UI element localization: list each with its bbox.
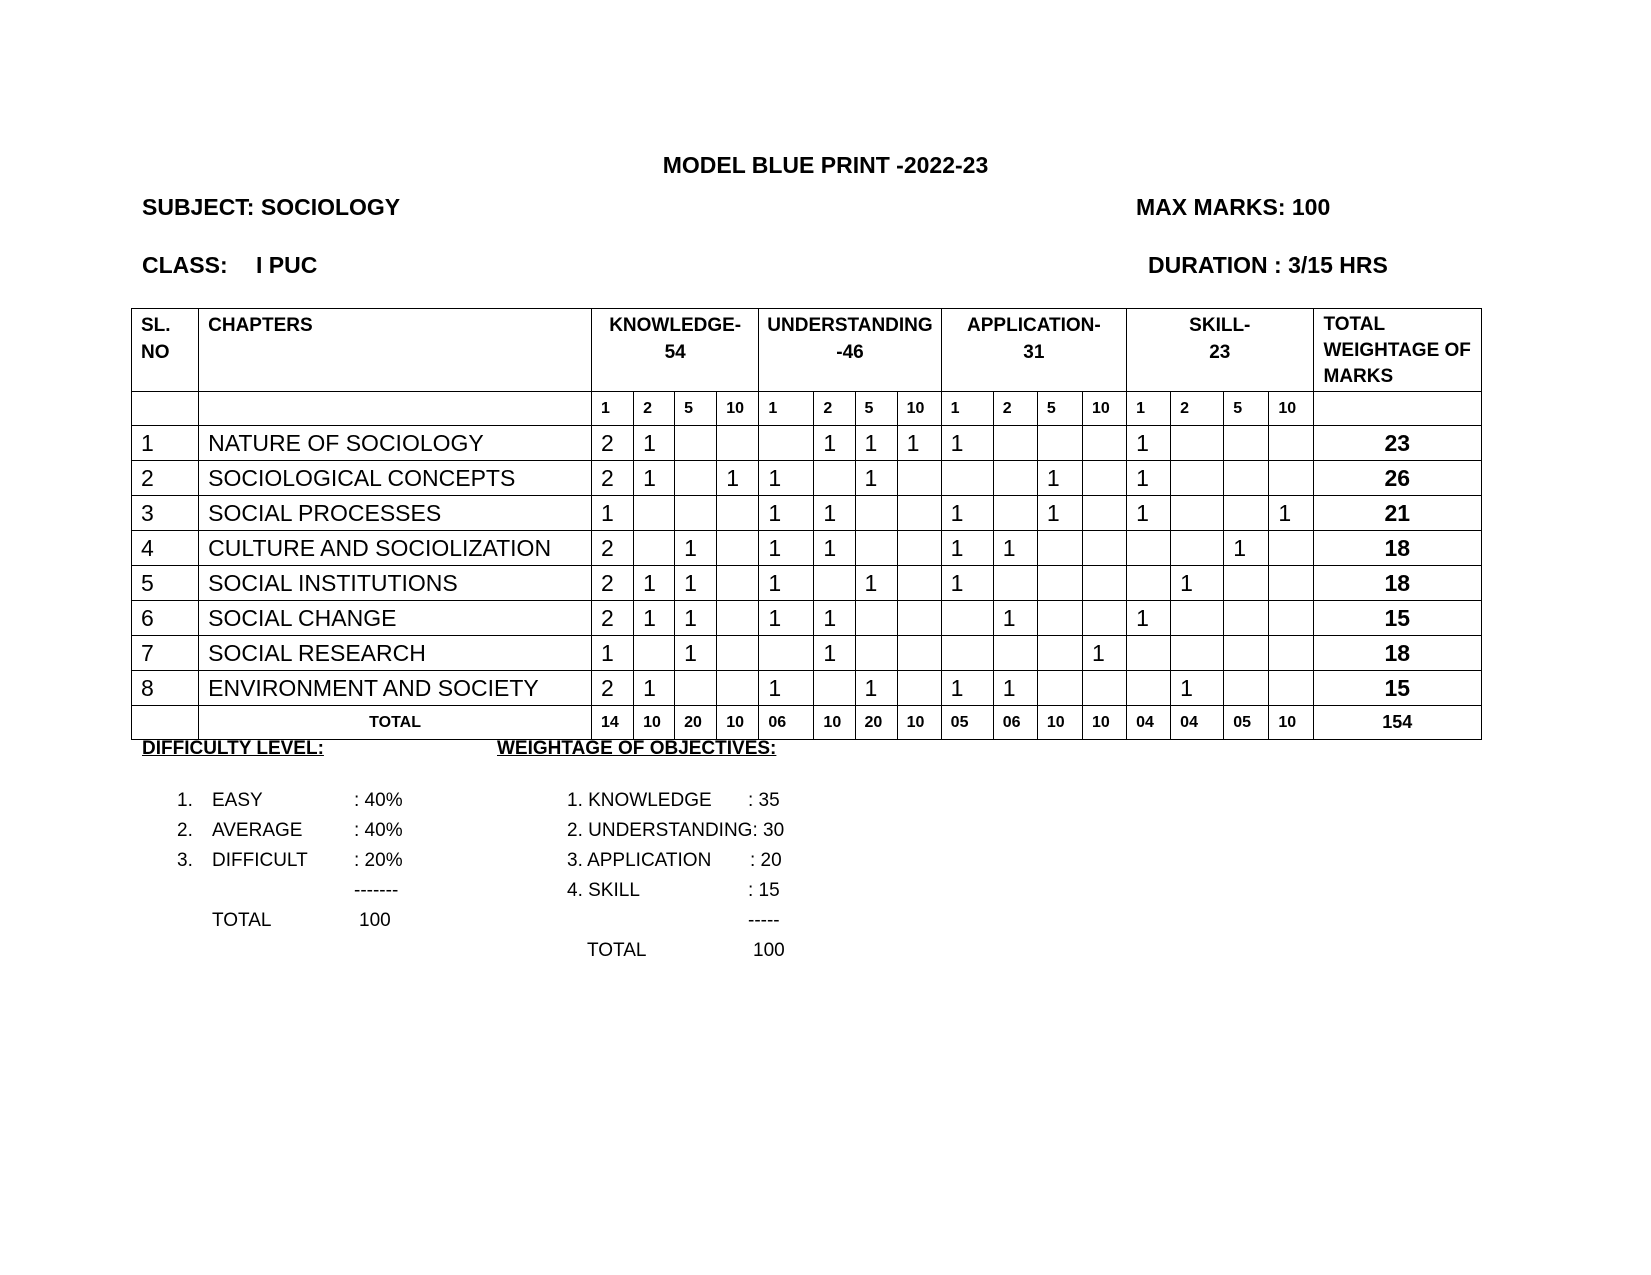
total-count-cell: 06 <box>759 706 814 740</box>
count-cell: 1 <box>941 671 993 706</box>
count-cell <box>1224 636 1269 671</box>
count-cell <box>941 461 993 496</box>
total-count-cell: 10 <box>717 706 759 740</box>
count-cell: 1 <box>814 426 855 461</box>
count-cell: 1 <box>941 496 993 531</box>
marks-header-cell: 10 <box>1269 392 1313 426</box>
skill-header: SKILL- 23 <box>1127 309 1313 392</box>
count-cell <box>1269 566 1313 601</box>
difficulty-label-3: DIFFICULT <box>212 850 308 871</box>
total-count-cell: 20 <box>855 706 897 740</box>
difficulty-num-2: 2. <box>177 820 193 841</box>
count-cell: 1 <box>634 426 675 461</box>
count-cell <box>897 531 941 566</box>
objective-value-3: : 20 <box>750 850 782 871</box>
class-value: I PUC <box>256 252 318 278</box>
marks-header-cell: 2 <box>993 392 1037 426</box>
difficulty-num-3: 3. <box>177 850 193 871</box>
difficulty-value-1: : 40% <box>354 790 403 811</box>
count-cell: 1 <box>993 531 1037 566</box>
count-cell <box>634 636 675 671</box>
objectives-total-label: TOTAL <box>587 940 647 961</box>
count-cell <box>1269 636 1313 671</box>
count-cell: 1 <box>717 461 759 496</box>
marks-header-cell: 5 <box>855 392 897 426</box>
count-cell <box>1082 566 1126 601</box>
table-row <box>132 566 1482 601</box>
count-cell: 1 <box>993 671 1037 706</box>
sl-no-cell: 8 <box>132 671 199 706</box>
count-cell <box>855 636 897 671</box>
marks-header-cell: 5 <box>1037 392 1082 426</box>
count-cell <box>1224 601 1269 636</box>
chapter-cell: ENVIRONMENT AND SOCIETY <box>199 671 592 706</box>
count-cell: 1 <box>1171 566 1224 601</box>
count-cell <box>897 601 941 636</box>
difficulty-value-3: : 20% <box>354 850 403 871</box>
row-total-cell: 18 <box>1313 566 1482 601</box>
count-cell: 1 <box>855 566 897 601</box>
count-cell <box>855 531 897 566</box>
count-cell: 1 <box>855 461 897 496</box>
difficulty-label-1: EASY <box>212 790 263 811</box>
count-cell <box>1269 601 1313 636</box>
sl-no-cell: 4 <box>132 531 199 566</box>
marks-header-cell: 10 <box>717 392 759 426</box>
count-cell: 1 <box>759 496 814 531</box>
count-cell <box>1224 566 1269 601</box>
count-cell <box>717 671 759 706</box>
count-cell <box>897 496 941 531</box>
count-cell <box>717 566 759 601</box>
count-cell: 1 <box>675 531 717 566</box>
count-cell: 1 <box>634 601 675 636</box>
count-cell <box>759 636 814 671</box>
row-total-cell: 18 <box>1313 531 1482 566</box>
count-cell: 1 <box>1224 531 1269 566</box>
difficulty-total-label: TOTAL <box>212 910 272 931</box>
chapter-cell: SOCIOLOGICAL CONCEPTS <box>199 461 592 496</box>
count-cell: 1 <box>1171 671 1224 706</box>
count-cell <box>941 601 993 636</box>
total-count-cell: 05 <box>1224 706 1269 740</box>
table-header-row <box>132 309 1482 392</box>
marks-header-cell: 1 <box>759 392 814 426</box>
total-count-cell: 10 <box>814 706 855 740</box>
objective-value-1: : 35 <box>748 790 780 811</box>
objectives-heading: WEIGHTAGE OF OBJECTIVES: <box>497 738 777 759</box>
marks-header-cell: 1 <box>592 392 634 426</box>
blank-cell <box>132 706 199 740</box>
count-cell: 2 <box>592 426 634 461</box>
chapter-cell: SOCIAL RESEARCH <box>199 636 592 671</box>
count-cell: 1 <box>759 531 814 566</box>
count-cell <box>1269 461 1313 496</box>
count-cell <box>941 636 993 671</box>
count-cell: 1 <box>675 636 717 671</box>
count-cell <box>1224 671 1269 706</box>
count-cell: 1 <box>1127 496 1171 531</box>
total-row <box>132 706 1482 740</box>
count-cell <box>1269 671 1313 706</box>
blueprint-table <box>131 308 1482 740</box>
count-cell <box>897 671 941 706</box>
count-cell: 1 <box>941 426 993 461</box>
count-cell: 1 <box>759 566 814 601</box>
max-marks-label: MAX MARKS: 100 <box>1136 194 1331 220</box>
marks-header-cell: 2 <box>1171 392 1224 426</box>
row-total-cell: 15 <box>1313 671 1482 706</box>
chapter-cell: CULTURE AND SOCIOLIZATION <box>199 531 592 566</box>
total-count-cell: 04 <box>1127 706 1171 740</box>
count-cell <box>1082 601 1126 636</box>
count-cell <box>993 566 1037 601</box>
difficulty-value-2: : 40% <box>354 820 403 841</box>
marks-header-cell: 2 <box>814 392 855 426</box>
count-cell: 1 <box>941 566 993 601</box>
objective-label-2: 2. UNDERSTANDING: 30 <box>567 820 785 841</box>
objective-label-3: 3. APPLICATION <box>567 850 712 871</box>
count-cell <box>897 461 941 496</box>
chapters-header: CHAPTERS <box>199 309 592 392</box>
sl-no-header: SL. NO <box>132 309 199 392</box>
count-cell <box>1082 671 1126 706</box>
chapter-cell: SOCIAL INSTITUTIONS <box>199 566 592 601</box>
count-cell <box>1082 461 1126 496</box>
objectives-total-value: 100 <box>753 940 785 961</box>
chapter-cell: SOCIAL CHANGE <box>199 601 592 636</box>
count-cell: 2 <box>592 531 634 566</box>
total-count-cell: 10 <box>1037 706 1082 740</box>
objectives-separator: ----- <box>748 910 780 931</box>
count-cell: 1 <box>1127 461 1171 496</box>
count-cell: 1 <box>814 496 855 531</box>
count-cell <box>675 671 717 706</box>
count-cell: 1 <box>855 671 897 706</box>
count-cell: 1 <box>855 426 897 461</box>
count-cell <box>717 531 759 566</box>
understanding-header: UNDERSTANDING -46 <box>759 309 941 392</box>
objective-label-1: 1. KNOWLEDGE <box>567 790 712 811</box>
total-count-cell: 10 <box>634 706 675 740</box>
marks-header-cell: 5 <box>1224 392 1269 426</box>
count-cell <box>1269 426 1313 461</box>
chapter-cell: NATURE OF SOCIOLOGY <box>199 426 592 461</box>
class-label: CLASS: <box>142 252 228 278</box>
total-count-cell: 05 <box>941 706 993 740</box>
count-cell <box>1224 496 1269 531</box>
count-cell <box>675 426 717 461</box>
count-cell <box>1269 531 1313 566</box>
table-row <box>132 461 1482 496</box>
difficulty-total-value: 100 <box>359 910 391 931</box>
count-cell: 1 <box>634 671 675 706</box>
difficulty-num-1: 1. <box>177 790 193 811</box>
duration-label: DURATION : 3/15 HRS <box>1148 252 1388 278</box>
sl-no-cell: 2 <box>132 461 199 496</box>
count-cell <box>1037 601 1082 636</box>
sl-no-cell: 1 <box>132 426 199 461</box>
count-cell <box>1082 426 1126 461</box>
total-count-cell: 20 <box>675 706 717 740</box>
count-cell <box>897 636 941 671</box>
count-cell <box>1224 426 1269 461</box>
chapter-cell: SOCIAL PROCESSES <box>199 496 592 531</box>
count-cell <box>1082 496 1126 531</box>
count-cell <box>1037 671 1082 706</box>
count-cell: 1 <box>634 461 675 496</box>
count-cell <box>814 566 855 601</box>
count-cell: 1 <box>814 601 855 636</box>
subject-label: SUBJECT: SOCIOLOGY <box>142 194 401 220</box>
count-cell <box>717 496 759 531</box>
count-cell <box>759 426 814 461</box>
count-cell <box>814 461 855 496</box>
count-cell <box>897 566 941 601</box>
count-cell: 1 <box>993 601 1037 636</box>
blank-cell <box>132 392 199 426</box>
objective-value-4: : 15 <box>748 880 780 901</box>
count-cell <box>675 496 717 531</box>
count-cell: 1 <box>675 601 717 636</box>
page-title: MODEL BLUE PRINT -2022-23 <box>662 152 989 178</box>
count-cell <box>1037 531 1082 566</box>
count-cell <box>855 601 897 636</box>
count-cell <box>1171 461 1224 496</box>
total-count-cell: 10 <box>1082 706 1126 740</box>
count-cell: 2 <box>592 566 634 601</box>
count-cell <box>1171 601 1224 636</box>
total-label-cell: TOTAL <box>199 706 592 740</box>
count-cell <box>717 636 759 671</box>
count-cell: 1 <box>759 671 814 706</box>
count-cell: 1 <box>814 636 855 671</box>
sl-no-cell: 7 <box>132 636 199 671</box>
count-cell <box>1127 636 1171 671</box>
total-count-cell: 14 <box>592 706 634 740</box>
count-cell <box>634 531 675 566</box>
count-cell: 2 <box>592 671 634 706</box>
sl-no-cell: 5 <box>132 566 199 601</box>
marks-header-cell: 10 <box>1082 392 1126 426</box>
total-count-cell: 10 <box>1269 706 1313 740</box>
count-cell: 1 <box>814 531 855 566</box>
count-cell <box>814 671 855 706</box>
marks-header-cell: 5 <box>675 392 717 426</box>
count-cell <box>675 461 717 496</box>
marks-header-cell: 10 <box>897 392 941 426</box>
knowledge-header: KNOWLEDGE- 54 <box>592 309 759 392</box>
count-cell: 1 <box>941 531 993 566</box>
sl-no-cell: 3 <box>132 496 199 531</box>
count-cell: 1 <box>634 566 675 601</box>
count-cell <box>1037 636 1082 671</box>
count-cell: 1 <box>675 566 717 601</box>
count-cell <box>1171 531 1224 566</box>
marks-header-cell: 1 <box>1127 392 1171 426</box>
sl-no-cell: 6 <box>132 601 199 636</box>
count-cell <box>993 496 1037 531</box>
marks-header-cell: 2 <box>634 392 675 426</box>
table-row <box>132 671 1482 706</box>
count-cell: 1 <box>897 426 941 461</box>
count-cell <box>1171 426 1224 461</box>
count-cell <box>1224 461 1269 496</box>
count-cell <box>1127 566 1171 601</box>
total-count-cell: 10 <box>897 706 941 740</box>
count-cell <box>1171 496 1224 531</box>
count-cell: 1 <box>592 496 634 531</box>
marks-header-row <box>132 392 1482 426</box>
table-row <box>132 531 1482 566</box>
count-cell <box>1127 671 1171 706</box>
count-cell <box>1037 566 1082 601</box>
count-cell: 1 <box>1037 461 1082 496</box>
count-cell: 2 <box>592 461 634 496</box>
count-cell <box>993 636 1037 671</box>
marks-header-cell: 1 <box>941 392 993 426</box>
count-cell: 1 <box>1127 426 1171 461</box>
row-total-cell: 23 <box>1313 426 1482 461</box>
count-cell: 1 <box>759 461 814 496</box>
table-row <box>132 496 1482 531</box>
count-cell <box>993 426 1037 461</box>
count-cell: 1 <box>1082 636 1126 671</box>
row-total-cell: 15 <box>1313 601 1482 636</box>
row-total-cell: 26 <box>1313 461 1482 496</box>
blank-cell <box>1313 392 1482 426</box>
table-row <box>132 601 1482 636</box>
count-cell <box>717 601 759 636</box>
table-row <box>132 636 1482 671</box>
total-count-cell: 06 <box>993 706 1037 740</box>
count-cell <box>1037 426 1082 461</box>
count-cell <box>1171 636 1224 671</box>
table-row <box>132 426 1482 461</box>
grand-total-cell: 154 <box>1313 706 1482 740</box>
difficulty-heading: DIFFICULTY LEVEL: <box>142 738 324 759</box>
blank-cell <box>199 392 592 426</box>
count-cell <box>993 461 1037 496</box>
count-cell: 1 <box>592 636 634 671</box>
row-total-cell: 21 <box>1313 496 1482 531</box>
count-cell: 1 <box>1037 496 1082 531</box>
difficulty-label-2: AVERAGE <box>212 820 303 841</box>
count-cell <box>855 496 897 531</box>
count-cell <box>1127 531 1171 566</box>
objective-label-4: 4. SKILL <box>567 880 640 901</box>
count-cell <box>1082 531 1126 566</box>
count-cell: 1 <box>759 601 814 636</box>
row-total-cell: 18 <box>1313 636 1482 671</box>
total-count-cell: 04 <box>1171 706 1224 740</box>
application-header: APPLICATION- 31 <box>941 309 1126 392</box>
count-cell: 2 <box>592 601 634 636</box>
count-cell <box>634 496 675 531</box>
difficulty-separator: ------- <box>354 880 399 901</box>
count-cell: 1 <box>1127 601 1171 636</box>
total-weightage-header: TOTAL WEIGHTAGE OF MARKS <box>1313 309 1482 392</box>
count-cell <box>717 426 759 461</box>
count-cell: 1 <box>1269 496 1313 531</box>
